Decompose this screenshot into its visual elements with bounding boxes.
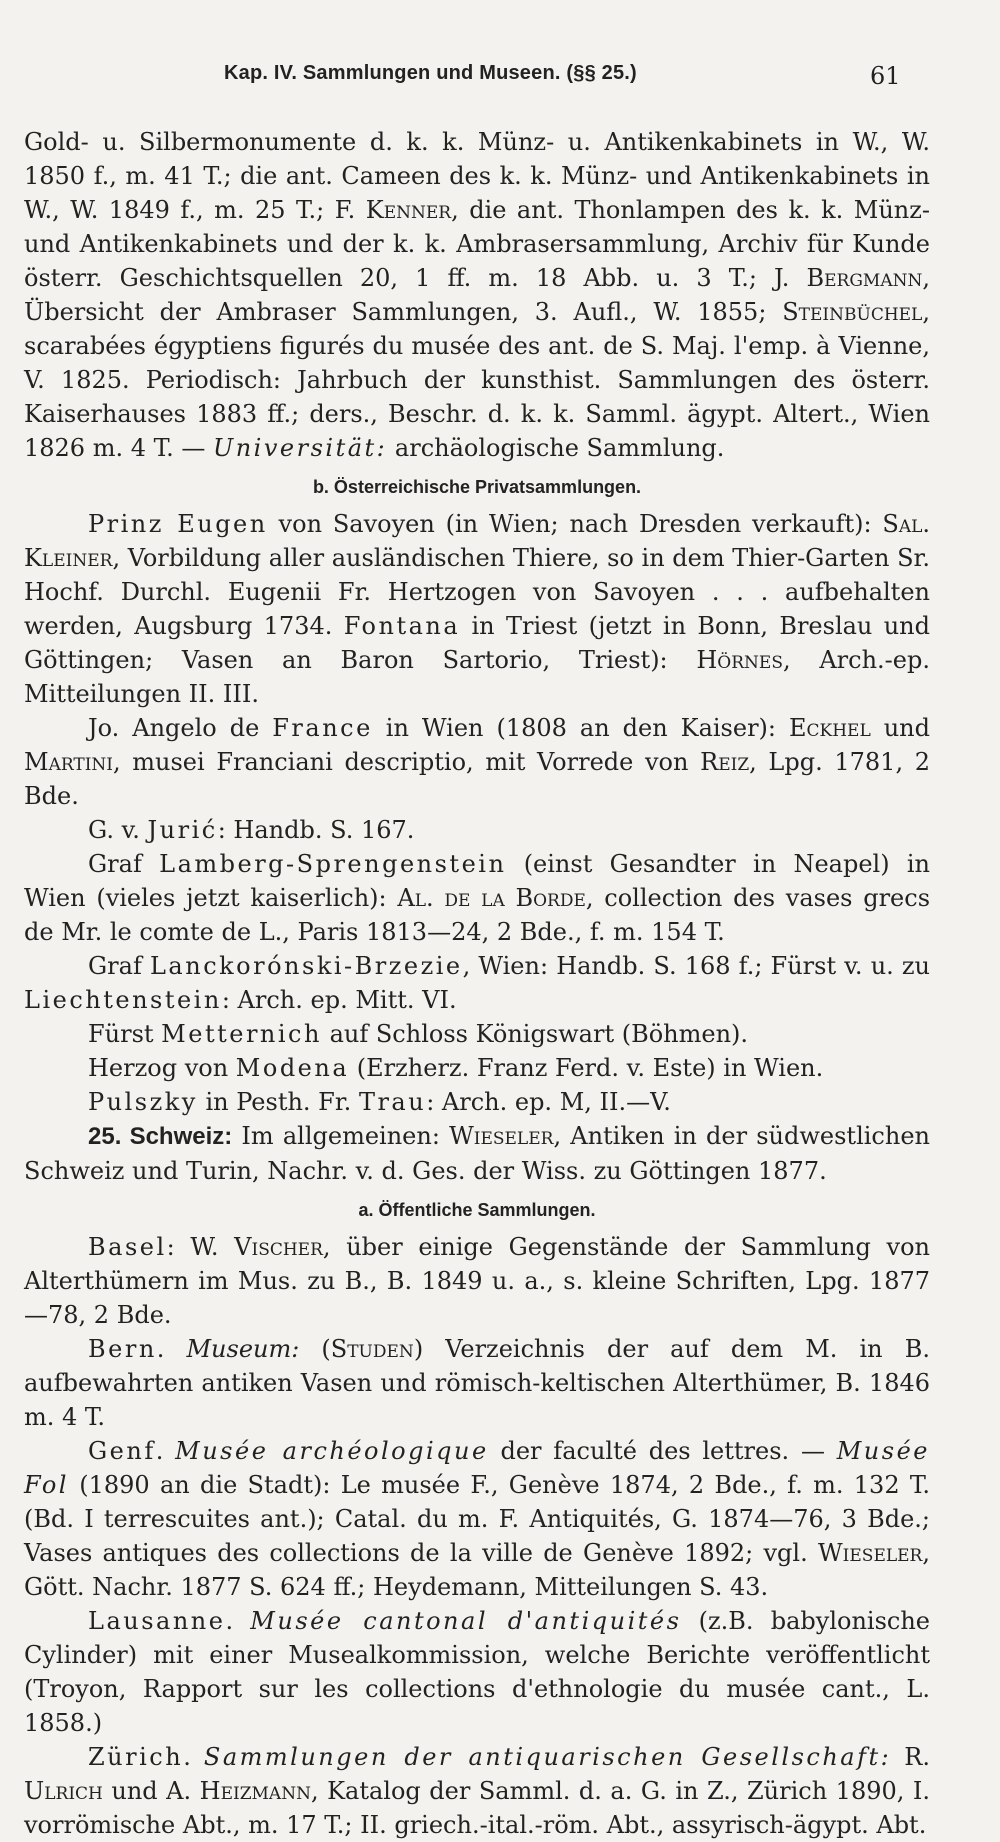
text-run: Modena — [235, 1054, 350, 1082]
text-run: : Handb. S. 167. — [217, 816, 415, 844]
text-run: . — [183, 1743, 204, 1771]
text-run: und — [870, 714, 931, 742]
paragraph — [24, 1230, 930, 1332]
text-run: Vischer — [234, 1233, 323, 1261]
paragraph — [24, 1051, 930, 1085]
text-run: 25. Schweiz: — [88, 1123, 233, 1150]
paragraph — [24, 711, 930, 813]
text-run: Metternich — [161, 1020, 322, 1048]
section-heading: b. Österreichische Privatsammlungen. — [312, 477, 642, 497]
text-run: , Antiken in der südwestlichen Schweiz und Turin, Nachr. v. d. Ges. der Wiss. zu Göttingen 1877. — [24, 1122, 930, 1185]
text-run: auf Schloss Königswart (Böhmen). — [321, 1020, 749, 1048]
text-run: Musée Fol — [24, 1437, 930, 1499]
text-run: Im allgemeinen: — [232, 1122, 450, 1150]
paragraph — [24, 847, 930, 949]
text-run: . — [225, 1607, 251, 1635]
text-run: Pulszky — [88, 1088, 198, 1116]
text-run: : W. — [166, 1233, 235, 1261]
text-run: Fontana — [343, 612, 461, 640]
text-run: Lanckorónski-Brzezie — [149, 952, 463, 980]
text-run: Reiz — [700, 748, 750, 776]
paragraph — [24, 1119, 930, 1188]
text-run: und A. — [102, 1777, 200, 1805]
running-head-title: Kap. IV. Sammlungen und Museen. (§§ 25.) — [224, 62, 637, 84]
text-run: ) Verzeichnis der auf dem M. in B. aufbewahrten antiken Vasen und römisch-keltischen Alterthümer, B. 1846 m. 4 T. — [24, 1335, 930, 1431]
text-run: Heizmann — [199, 1777, 311, 1805]
text-run: , Gött. Nachr. 1877 S. 624 ff.; Heydemann, Mitteilungen S. 43. — [24, 1539, 930, 1601]
text-run: Herzog von — [88, 1054, 236, 1082]
text-run: , musei Franciani descriptio, mit Vorrede von — [113, 748, 701, 776]
text-run: Studen — [330, 1335, 414, 1363]
paragraph — [24, 125, 930, 465]
text-run: : Arch. ep. Mitt. VI. — [221, 986, 457, 1014]
text-run: (z.B. babylonische Cylinder) mit einer Musealkommission, welche Berichte veröffentlicht (Troyon, Rapport sur les collections d'ethnologie du musée cant., L. 1858.) — [24, 1607, 931, 1737]
text-run: Universität: — [213, 434, 388, 462]
text-run: Ulrich — [24, 1777, 103, 1805]
text-run: Hörnes — [696, 646, 783, 674]
text-run: . — [155, 1437, 176, 1465]
text-run: Bern — [88, 1335, 157, 1363]
text-run: : Arch. ep. M, II.—V. — [426, 1088, 671, 1116]
text-run: Kenner — [365, 196, 452, 224]
paragraph — [24, 1017, 930, 1051]
text-run: von Savoyen (in Wien; nach Dresden verkauft): — [267, 510, 883, 538]
text-run: Prinz Eugen — [88, 510, 268, 538]
text-run: Genf — [88, 1437, 156, 1465]
text-run: (Erzherz. Franz Ferd. v. Este) in Wien. — [349, 1054, 824, 1082]
section-heading: a. Öffentliche Sammlungen. — [358, 1200, 596, 1220]
text-run: , Übersicht der Ambraser Sammlungen, 3. Aufl., W. 1855; — [24, 264, 930, 326]
text-run: Liechtenstein — [24, 986, 222, 1014]
text-run: . — [156, 1335, 187, 1363]
text-run: Sammlungen der antiquarischen Gesellschaft: — [203, 1743, 892, 1771]
text-run: R. — [891, 1743, 930, 1771]
text-run: Eckhel — [788, 714, 871, 742]
text-run: der faculté des lettres. — — [488, 1437, 837, 1465]
text-run: , die ant. Thonlampen des k. k. Münz- und Antikenkabinets und der k. k. Ambrasersammlung, Archiv für Kunde österr. Geschichtsquellen 20, 1 ff. m. 18 Abb. u. 3 T.; J. — [24, 196, 931, 292]
text-run: France — [272, 714, 373, 742]
text-run: , Lpg. 1781, 2 Bde. — [24, 748, 930, 810]
text-run: Gold- u. Silbermonumente d. k. k. Münz- u. Antikenkabinets in W., W. 1850 f., m. 41 T.; die ant. Cameen des k. k. Münz- und Antikenkabinets in W., W. 1849 f., m. 25 T.; F. — [24, 128, 930, 224]
text-run: , scarabées égyptiens figurés du musée des ant. de S. Maj. l'emp. à Vienne, V. 1825. Periodisch: Jahrbuch der kunsthist. Sammlungen des österr. Kaiserhauses 1883 ff.; ders., Beschr. d. k. k. Samml. ägypt. Altert., Wien 1826 m. 4 T. — — [24, 298, 930, 462]
text-run: Graf — [88, 850, 160, 878]
text-run: Martini — [24, 748, 113, 776]
text-run: Fürst — [88, 1020, 162, 1048]
text-run: Wieseler — [818, 1539, 923, 1567]
paragraph — [24, 1434, 930, 1604]
text-run: Wieseler — [449, 1122, 554, 1150]
text-run: , Wien: Handb. S. 168 f.; Fürst v. u. zu — [462, 952, 931, 980]
text-run: Trau — [358, 1088, 427, 1116]
text-run: archäologische Sammlung. — [387, 434, 725, 462]
text-run: ( — [299, 1335, 331, 1363]
text-run: Al. de la Borde — [397, 884, 586, 912]
text-run: Musée archéologique — [175, 1437, 489, 1465]
text-run: , Katalog der Samml. d. a. G. in Z., Zürich 1890, I. vorrömische Abt., m. 17 T.; II. griech.-ital.-röm. Abt., assyrisch-ägypt. Abt. — [24, 1777, 931, 1839]
text-run: Jo. Angelo de — [88, 714, 273, 742]
text-run: (einst Gesandter in Neapel) in Wien (vieles jetzt kaiserlich): — [24, 850, 931, 912]
text-run: Graf — [88, 952, 150, 980]
paragraph — [24, 1332, 930, 1434]
text-run: Lamberg-Sprengenstein — [159, 850, 507, 878]
paragraph — [24, 813, 930, 847]
text-run: Sal. Kleiner — [24, 510, 931, 572]
text-run: Basel — [88, 1233, 167, 1261]
page-body — [24, 125, 930, 1842]
text-run: in Triest (jetzt in Bonn, Breslau und Göttingen; Vasen an Baron Sartorio, Triest): — [24, 612, 930, 674]
text-run: G. v. — [88, 816, 148, 844]
text-run: , über einige Gegenstände der Sammlung von Alterthümern im Mus. zu B., B. 1849 u. a., s. kleine Schriften, Lpg. 1877—78, 2 Bde. — [24, 1233, 930, 1329]
paragraph — [24, 1740, 930, 1842]
text-run: Jurić — [147, 816, 218, 844]
text-run: Musée cantonal d'antiquités — [250, 1607, 682, 1635]
running-head — [0, 62, 1000, 96]
text-run: Zürich — [88, 1743, 184, 1771]
page-number: 61 — [870, 62, 901, 90]
text-run: , collection des vases grecs de Mr. le comte de L., Paris 1813—24, 2 Bde., f. m. 154 T. — [24, 884, 931, 946]
text-run: in Wien (1808 an den Kaiser): — [372, 714, 789, 742]
text-run: (1890 an die Stadt): Le musée F., Genève 1874, 2 Bde., f. m. 132 T. (Bd. I terrescuites ant.); Catal. du m. F. Antiquités, G. 1874—76, 3 Bde.; Vases antiques des collections de la ville de Genève 1892; vgl. — [24, 1471, 930, 1567]
text-run: , Arch.-ep. Mitteilungen II. III. — [24, 646, 930, 708]
text-run: in Pesth. Fr. — [197, 1088, 359, 1116]
text-run: Steinbüchel — [782, 298, 923, 326]
paragraph — [24, 1085, 930, 1119]
paragraph — [24, 1604, 930, 1740]
text-run: Bergmann — [806, 264, 923, 292]
text-run: Museum: — [186, 1335, 300, 1363]
text-run: , Vorbildung aller ausländischen Thiere, so in dem Thier-Garten Sr. Hochf. Durchl. Eugenii Fr. Hertzogen von Savoyen . . . aufbehalten werden, Augsburg 1734. — [24, 544, 930, 640]
text-run: Lausanne — [88, 1607, 226, 1635]
paragraph — [24, 949, 930, 1017]
paragraph — [24, 507, 930, 711]
